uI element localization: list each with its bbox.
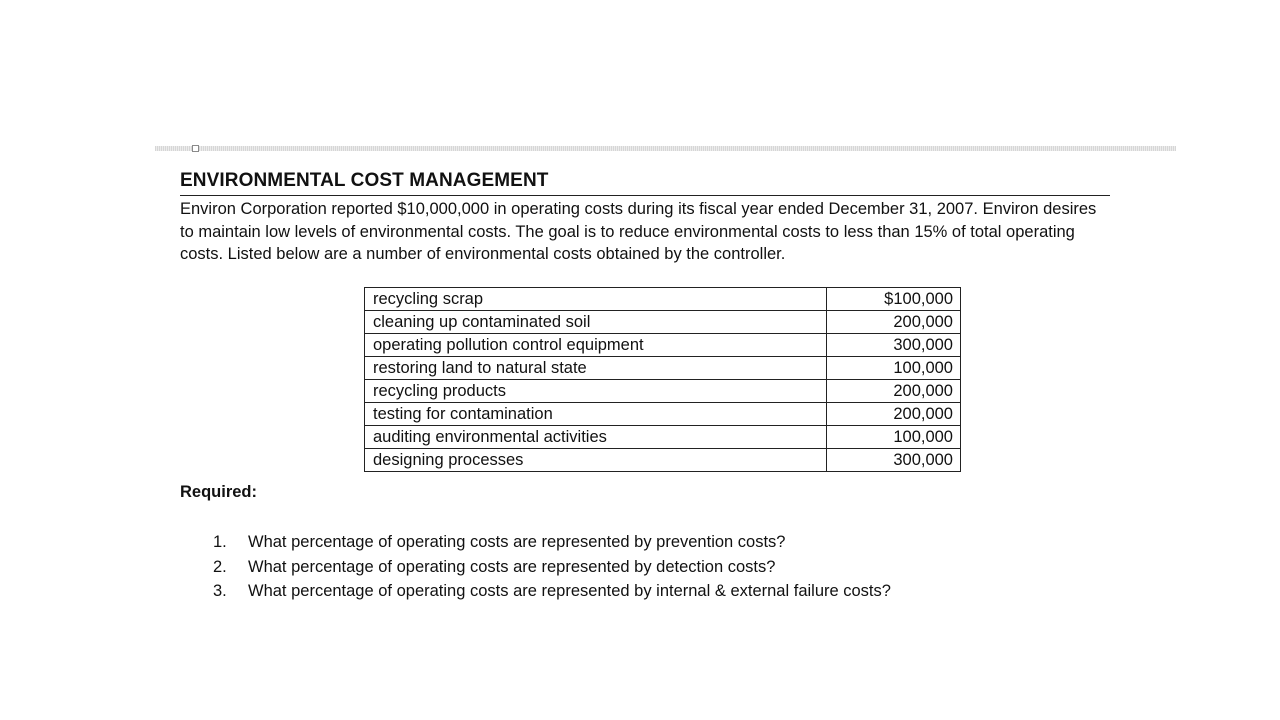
environmental-costs-table — [364, 287, 961, 472]
table-row — [365, 380, 961, 403]
cost-amount: 200,000 — [827, 311, 961, 334]
cost-amount: 300,000 — [827, 334, 961, 357]
question-text: What percentage of operating costs are represented by internal & external failure costs? — [248, 582, 891, 600]
table-row — [365, 403, 961, 426]
questions-list — [213, 531, 891, 605]
table-row — [365, 311, 961, 334]
table-row — [365, 288, 961, 311]
question-number: 3. — [213, 582, 227, 600]
table-top-border — [155, 146, 1176, 151]
cost-amount: 100,000 — [827, 426, 961, 449]
table-row — [365, 449, 961, 472]
cost-item: operating pollution control equipment — [365, 334, 827, 357]
cost-item: designing processes — [365, 449, 827, 472]
table-row — [365, 426, 961, 449]
cost-item: auditing environmental activities — [365, 426, 827, 449]
table-row — [365, 357, 961, 380]
document-title: ENVIRONMENTAL COST MANAGEMENT — [180, 168, 1110, 196]
question-number: 1. — [213, 533, 227, 551]
list-item — [213, 580, 891, 605]
intro-paragraph: Environ Corporation reported $10,000,000 in operating costs during its fiscal year ended December 31, 2007. Environ desires to maintain low levels of environmental costs. The goal is to reduce environmental costs to less than 15% of total operating costs. Listed below are a number of environmental costs obtained by the controller. — [180, 200, 1097, 263]
cost-item: restoring land to natural state — [365, 357, 827, 380]
cost-item: cleaning up contaminated soil — [365, 311, 827, 334]
cost-amount: 100,000 — [827, 357, 961, 380]
required-heading: Required: — [180, 483, 258, 501]
cost-amount: 200,000 — [827, 380, 961, 403]
cost-amount: 300,000 — [827, 449, 961, 472]
table-move-handle[interactable] — [192, 145, 199, 152]
cost-item: testing for contamination — [365, 403, 827, 426]
question-number: 2. — [213, 557, 227, 576]
cost-amount: $100,000 — [827, 288, 961, 311]
list-item — [213, 556, 891, 581]
question-text: What percentage of operating costs are represented by prevention costs? — [248, 533, 786, 551]
table-row — [365, 334, 961, 357]
cost-item: recycling products — [365, 380, 827, 403]
list-item — [213, 531, 891, 556]
question-text: What percentage of operating costs are represented by detection costs? — [248, 557, 776, 576]
cost-item: recycling scrap — [365, 288, 827, 311]
cost-amount: 200,000 — [827, 403, 961, 426]
document-body — [180, 168, 1110, 266]
